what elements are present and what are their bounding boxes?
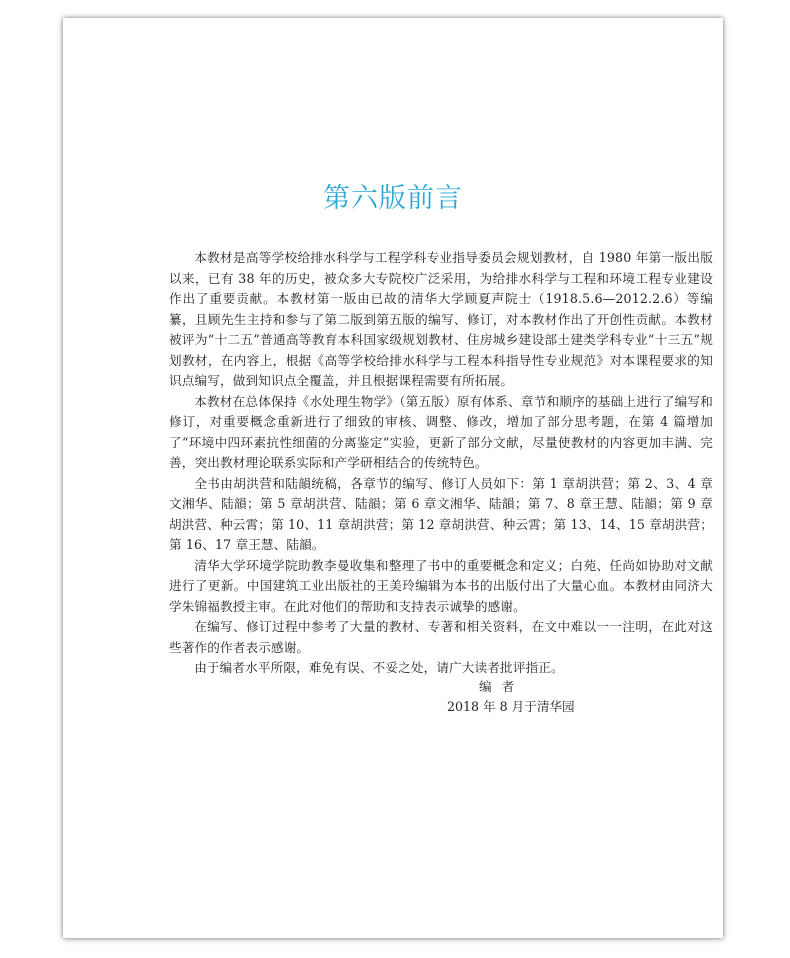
page-title: 第六版前言 (323, 183, 463, 214)
signature-date: 2018 年 8 月于清华园 (447, 699, 575, 714)
paragraph-2: 本教材在总体保持《水处理生物学》（第五版）原有体系、章节和顺序的基础上进行了编写和修订，对重要概念重新进行了细致的审核、调整、修改，增加了部分思考题，在第 4 篇增加了“环境中四环素抗性细菌的分离鉴定”实验，更新了部分文献，尽量使教材的内容更加丰满、完善，突出教材理论联系实际和产学研相结合的传统特色。 (169, 393, 713, 470)
paragraph-1: 本教材是高等学校给排水科学与工程学科专业指导委员会规划教材，自 1980 年第一版出版以来，已有 38 年的历史，被众多大专院校广泛采用，为给排水科学与工程和环境工程专业建设作出了重要贡献。本教材第一版由已故的清华大学顾夏声院士（1918.5.6—2012.2.6）等编纂，且顾先生主持和参与了第二版到第五版的编写、修订，对本教材作出了开创性贡献。本教材被评为“十二五”普通高等教育本科国家级规划教材、住房城乡建设部土建类学科专业“十三五”规划教材，在内容上，根据《高等学校给排水科学与工程本科指导性专业规范》对本课程要求的知识点编写，做到知识点全覆盖，并且根据课程需要有所拓展。 (169, 250, 713, 388)
paragraph-5: 在编写、修订过程中参考了大量的教材、专著和相关资料，在文中难以一一注明，在此对这些著作的作者表示感谢。 (169, 619, 713, 655)
signature-author: 编者 (479, 679, 525, 694)
paragraph-3: 全书由胡洪营和陆韻统稿，各章节的编写、修订人员如下：第 1 章胡洪营；第 2、3、4 章文湘华、陆韻；第 5 章胡洪营、陆韻；第 6 章文湘华、陆韻；第 7、8 章王慧、陆韻；第 9 章胡洪营、种云霄；第 10、11 章胡洪营；第 12 章胡洪营、种云霄；第 13、14、15 章胡洪营；第 16、17 章王慧、陆韻。 (169, 475, 713, 552)
paragraph-4: 清华大学环境学院助教李曼收集和整理了书中的重要概念和定义；白苑、任尚如协助对文献进行了更新。中国建筑工业出版社的王美玲编辑为本书的出版付出了大量心血。本教材由同济大学朱锦福教授主审。在此对他们的帮助和支持表示诚挚的感谢。 (169, 557, 713, 614)
paragraph-6: 由于编者水平所限，难免有误、不妥之处，请广大读者批评指正。 (194, 660, 564, 675)
document-page (63, 18, 723, 938)
preface-body (169, 248, 713, 679)
